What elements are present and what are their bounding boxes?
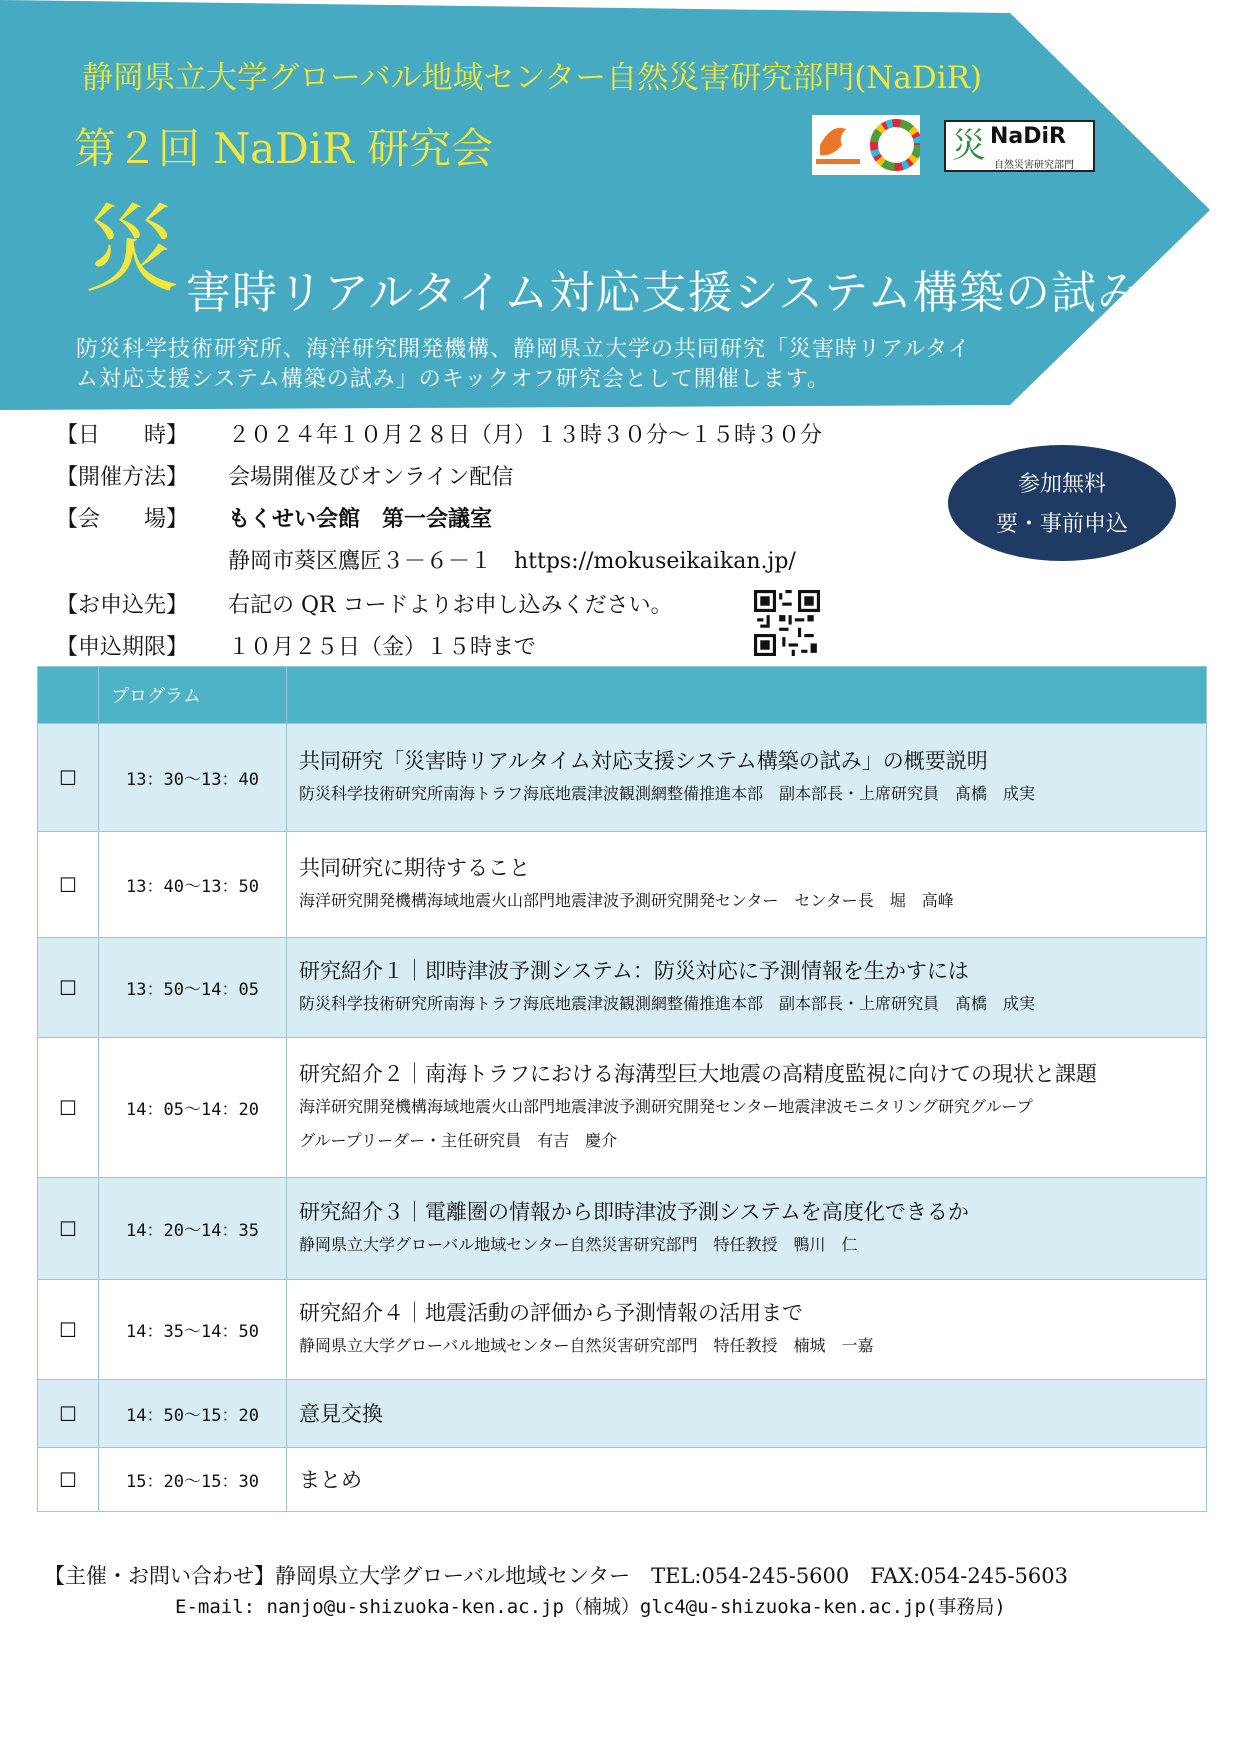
checkbox[interactable]: ☐ <box>38 724 99 832</box>
program-row <box>38 1038 1207 1178</box>
checkbox[interactable]: ☐ <box>38 1380 99 1448</box>
program-title: まとめ <box>299 1467 362 1492</box>
program-header-row <box>38 667 1207 724</box>
program-time: 15：20～15：30 <box>99 1448 287 1512</box>
program-speaker: 海洋研究開発機構海域地震火山部門地震津波予測研究開発センター地震津波モニタリング研究グループ <box>299 1096 1033 1116</box>
nadir-logo-glyph: 災 <box>952 126 986 166</box>
checkbox[interactable]: ☐ <box>38 832 99 938</box>
info-value: １０月２５日（金）１５時まで <box>228 635 537 660</box>
info-date <box>56 418 822 449</box>
program-row <box>38 832 1207 938</box>
description-line-2: ム対応支援システム構築の試み」のキックオフ研究会として開催します。 <box>76 367 830 392</box>
program-time: 13：50～14：05 <box>99 938 287 1038</box>
main-title: 害時リアルタイム対応支援システム構築の試み <box>186 266 1144 319</box>
description-line-1: 防災科学技術研究所、海洋研究開発機構、静岡県立大学の共同研究「災害時リアルタイ <box>76 337 971 362</box>
info-apply <box>56 588 673 619</box>
info-value: ２０２４年１０月２８日（月）１３時３０分～１５時３０分 <box>228 423 823 448</box>
info-label: 【お申込先】 <box>56 593 189 618</box>
program-speaker: 防災科学技術研究所南海トラフ海底地震津波観測網整備推進本部 副本部長・上席研究員 髙橋 成実 <box>299 993 1036 1013</box>
program-time: 13：30～13：40 <box>99 724 287 832</box>
university-sdgs-logo-icon <box>812 115 920 175</box>
program-row <box>38 1178 1207 1280</box>
info-value: 右記の QR コードよりお申し込みください。 <box>228 593 673 618</box>
program-title: 研究紹介４｜地震活動の評価から予測情報の活用まで <box>299 1300 803 1325</box>
info-label: 【開催方法】 <box>56 465 189 490</box>
badge-line-1: 参加無料 <box>1017 472 1106 497</box>
info-value: 静岡市葵区鷹匠３－６－１ https://mokuseikaikan.jp/ <box>228 549 796 574</box>
info-deadline <box>56 630 536 661</box>
program-time: 14：05～14：20 <box>99 1038 287 1178</box>
checkbox[interactable]: ☐ <box>38 1038 99 1178</box>
partner-logos <box>812 115 920 175</box>
nadir-logo-text: NaDiR <box>990 124 1067 149</box>
badge-line-2: 要・事前申込 <box>995 512 1128 537</box>
checkbox[interactable]: ☐ <box>38 1448 99 1512</box>
info-value: 会場開催及びオンライン配信 <box>228 465 514 490</box>
info-label: 【日 時】 <box>56 423 189 448</box>
event-title: 第２回 NaDiR 研究会 <box>74 124 494 173</box>
info-label: 【申込期限】 <box>56 635 189 660</box>
program-header-label: プログラム <box>99 667 287 724</box>
program-row <box>38 938 1207 1038</box>
program-speaker: 海洋研究開発機構海域地震火山部門地震津波予測研究開発センター センター長 堀 高峰 <box>299 890 954 910</box>
program-row <box>38 724 1207 832</box>
footer-email[interactable]: E-mail: nanjo@u-shizuoka-ken.ac.jp（楠城）glc4@u-shizuoka-ken.ac.jp(事務局) <box>175 1596 1006 1618</box>
program-speaker: 静岡県立大学グローバル地域センター自然災害研究部門 特任教授 楠城 一嘉 <box>299 1335 874 1355</box>
info-address <box>56 544 796 575</box>
checkbox[interactable]: ☐ <box>38 938 99 1038</box>
footer-contact: 【主催・お問い合わせ】静岡県立大学グローバル地域センター TEL:054-245-5600 FAX:054-245-5603 <box>44 1564 1069 1588</box>
checkbox[interactable]: ☐ <box>38 1280 99 1380</box>
program-row <box>38 1380 1207 1448</box>
program-title: 研究紹介１｜即時津波予測システム：防災対応に予測情報を生かすには <box>299 958 969 983</box>
program-title: 研究紹介３｜電離圏の情報から即時津波予測システムを高度化できるか <box>299 1199 969 1224</box>
program-speaker: 防災科学技術研究所南海トラフ海底地震津波観測網整備推進本部 副本部長・上席研究員 髙橋 成実 <box>299 783 1036 803</box>
nadir-logo-subtitle: 自然災害研究部門 <box>994 160 1074 171</box>
info-label: 【会 場】 <box>56 507 189 532</box>
program-speaker: 静岡県立大学グローバル地域センター自然災害研究部門 特任教授 鴨川 仁 <box>299 1234 858 1254</box>
program-title: 意見交換 <box>299 1401 383 1426</box>
info-value: もくせい会館 第一会議室 <box>228 506 493 532</box>
checkbox[interactable]: ☐ <box>38 1178 99 1280</box>
nadir-logo <box>944 120 1095 172</box>
program-time: 14：20～14：35 <box>99 1178 287 1280</box>
info-method <box>56 460 513 491</box>
program-title: 研究紹介２｜南海トラフにおける海溝型巨大地震の高精度監視に向けての現状と課題 <box>299 1061 1097 1086</box>
program-time: 14：50～15：20 <box>99 1380 287 1448</box>
info-venue <box>56 502 492 533</box>
program-title: 共同研究「災害時リアルタイム対応支援システム構築の試み」の概要説明 <box>299 748 988 773</box>
organization-name: 静岡県立大学グローバル地域センター自然災害研究部門(NaDiR) <box>82 60 983 96</box>
program-time: 14：35～14：50 <box>99 1280 287 1380</box>
program-row <box>38 1280 1207 1380</box>
program-row <box>38 1448 1207 1512</box>
program-speaker-role: グループリーダー・主任研究員 有吉 慶介 <box>299 1130 618 1150</box>
free-entry-badge <box>948 445 1176 561</box>
qr-code-icon[interactable] <box>754 590 820 656</box>
program-title: 共同研究に期待すること <box>299 855 530 880</box>
program-time: 13：40～13：50 <box>99 832 287 938</box>
program-table <box>37 666 1207 1512</box>
title-first-char: 災 <box>84 194 180 306</box>
